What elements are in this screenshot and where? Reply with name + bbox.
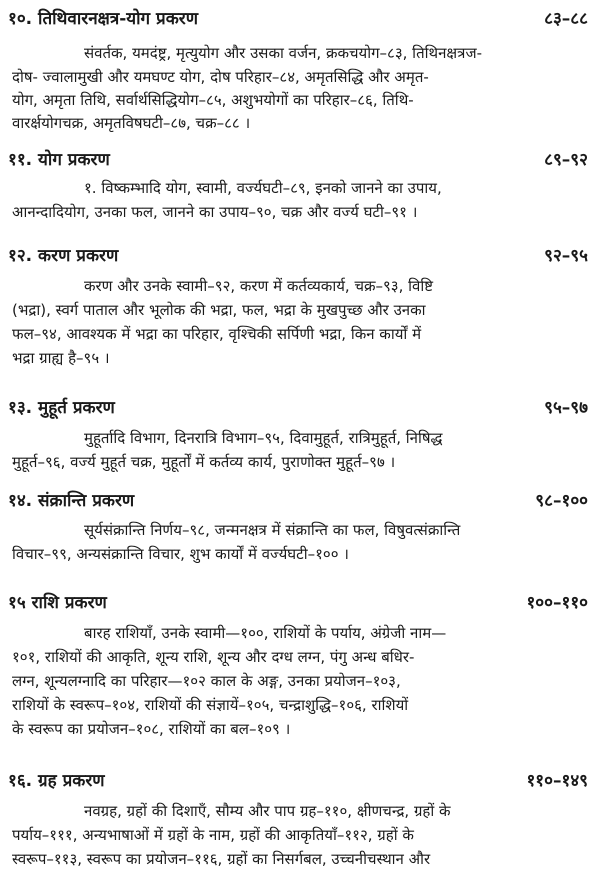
page-range: ८९–९२ <box>544 150 588 170</box>
section-line: फल–९४, आवश्यक में भद्रा का परिहार, वृश्चिकी सर्पिणी भद्रा, किन कार्यों में <box>12 325 422 343</box>
page-range: ९८–१०० <box>535 491 588 511</box>
section-line: विचार–९९, अन्यसंक्रान्ति विचार, शुभ कार्यों में वर्ज्यघटी–१०० । <box>12 545 349 563</box>
page-range: ९२–९५ <box>544 246 588 266</box>
section-header <box>0 488 600 512</box>
section-line: स्वरूप–११३, स्वरूप का प्रयोजन–११६, ग्रहों का निसर्गबल, उच्चनीचस्थान और <box>12 850 431 868</box>
section-line: नवग्रह, ग्रहों की दिशाएँ, सौम्य और पाप ग्रह–११०, क्षीणचन्द्र, ग्रहों के <box>84 802 451 820</box>
section-line: करण और उनके स्वामी–९२, करण में कर्तव्यकार्य, चक्र–९३, विष्टि <box>84 277 434 295</box>
page-range: ११०–१४९ <box>526 771 588 791</box>
section-line: १. विष्कम्भादि योग, स्वामी, वर्ज्यघटी–८९, इनको जानने का उपाय, <box>84 179 442 197</box>
section-line: लग्न, शून्यलग्नादि का परिहार—१०२ काल के अङ्ग, उनका प्रयोजन–१०३, <box>12 672 401 690</box>
section-line: दोष- ज्वालामुखी और यमघण्ट योग, दोष परिहार–८४, अमृतसिद्धि और अमृत- <box>12 68 429 86</box>
section-header <box>0 6 600 30</box>
section-title: १५ राशि प्रकरण <box>8 593 107 613</box>
section-line: बारह राशियाँ, उनके स्वामी—१००, राशियों के पर्याय, अंग्रेजी नाम— <box>84 624 447 642</box>
section-header <box>0 395 600 419</box>
section-title: १४. संक्रान्ति प्रकरण <box>8 491 135 511</box>
section-title: १३. मुहूर्त प्रकरण <box>8 398 115 418</box>
section-title: ११. योग प्रकरण <box>8 150 110 170</box>
section-line: पर्याय–१११, अन्यभाषाओं में ग्रहों के नाम, ग्रहों की आकृतियाँ–११२, ग्रहों के <box>12 826 414 844</box>
section-title: १०. तिथिवारनक्षत्र-योग प्रकरण <box>8 9 199 29</box>
page-range: ९५–९७ <box>544 398 588 418</box>
section-line: वारर्क्षयोगचक्र, अमृतविषघटी–८७, चक्र–८८ । <box>12 114 251 132</box>
section-title: १२. करण प्रकरण <box>8 246 119 266</box>
section-line: के स्वरूप का प्रयोजन–१०८, राशियों का बल–१०९ । <box>12 720 291 738</box>
section-line: १०१, राशियों की आकृति, शून्य राशि, शून्य और दग्ध लग्न, पंगु अन्ध बधिर- <box>12 648 415 666</box>
section-line: आनन्दादियोग, उनका फल, जानने का उपाय–९०, चक्र और वर्ज्य घटी–९१ । <box>12 203 418 221</box>
section-line: संवर्तक, यमदंष्ट्र, मृत्युयोग और उसका वर्जन, क्रकचयोग–८३, तिथिनक्षत्रज- <box>84 44 482 62</box>
page-range: १००–११० <box>526 593 588 613</box>
section-line: मुहूर्तादि विभाग, दिनरात्रि विभाग–९५, दिवामुहूर्त, रात्रिमुहूर्त, निषिद्ध <box>84 429 443 447</box>
page-range: ८३–८८ <box>544 9 588 29</box>
section-line: (भद्रा), स्वर्ग पाताल और भूलोक की भद्रा, फल, भद्रा के मुखपुच्छ और उनका <box>12 301 426 319</box>
section-line: भद्रा ग्राह्य है–९५ । <box>12 349 110 367</box>
section-header <box>0 243 600 267</box>
section-line: राशियों के स्वरूप–१०४, राशियों की संज्ञायें–१०५, चन्द्राशुद्धि–१०६, राशियों <box>12 696 409 714</box>
section-muhurta <box>0 395 600 471</box>
section-rashi <box>0 590 600 738</box>
section-line: मुहूर्त–९६, वर्ज्य मुहूर्त चक्र, मुहूर्तों में कर्तव्य कार्य, पुराणोक्त मुहूर्त–९७ । <box>12 453 396 471</box>
section-graha <box>0 768 600 868</box>
section-line: सूर्यसंक्रान्ति निर्णय–९८, जन्मनक्षत्र में संक्रान्ति का फल, विषुवत्संक्रान्ति <box>84 521 461 539</box>
section-header <box>0 768 600 792</box>
section-yoga <box>0 147 600 221</box>
section-header <box>0 147 600 171</box>
section-line: योग, अमृता तिथि, सर्वार्थसिद्धियोग–८५, अशुभयोगों का परिहार–८६, तिथि- <box>12 91 414 109</box>
section-karana <box>0 243 600 367</box>
section-sankranti <box>0 488 600 563</box>
section-tithivaranakshatra-yoga <box>0 6 600 132</box>
section-header <box>0 590 600 614</box>
section-title: १६. ग्रह प्रकरण <box>8 771 105 791</box>
